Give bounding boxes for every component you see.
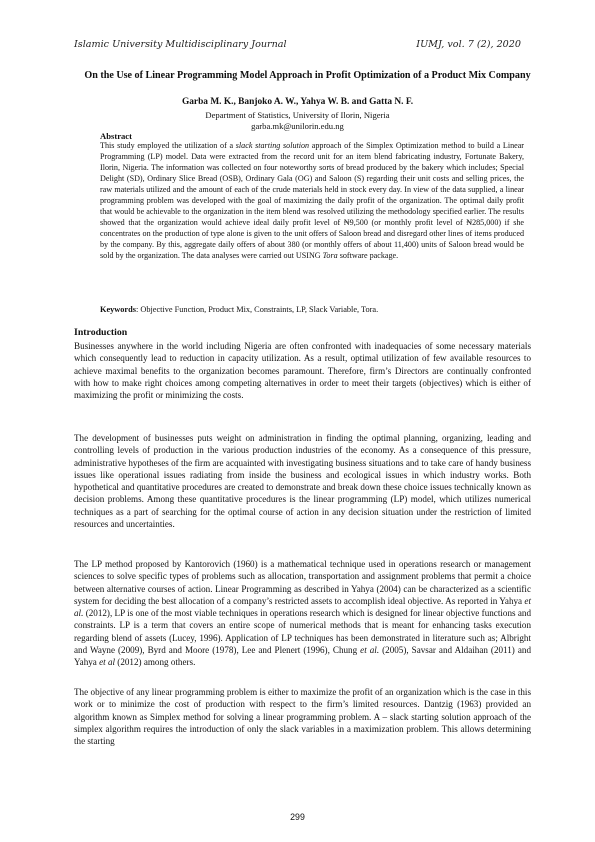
paragraph-3: The LP method proposed by Kantorovich (1960) is a mathematical technique used in operations research or management sciences to solve specific types of problems such as allocation, transportation and assignment problems that permit a choice between alternative courses of action. Linear Programming as described in Yahya (2004) can be characterized as a scientific system for deciding the best allocation of a company’s restricted assets to accomplish ideal objective. As reported in Yahya et al. (2012), LP is one of the most viable techniques in operations research which is designed for linear objective functions and constraints. LP is a term that covers an entire scope of numerical methods that is meant for enhancing tasks execution regarding blend of assets (Lucey, 1996). Application of LP techniques has been demonstrated in literature such as; Albright and Wayne (2009), Byrd and Moore (1978), Lee and Plenert (1996), Chung et al. (2005), Savsar and Aldaihan (2011) and Yahya et al (2012) among others. (74, 559, 531, 668)
paragraph-1: Businesses anywhere in the world including Nigeria are often confronted with inadequacies of some necessary materials which consequently lead to reduction in capacity utilization. As a result, optimal utilization of few available resources to achieve maximal benefits to the organization becomes paramount. Therefore, firm’s Directors are continually confronted with how to make right choices among competing alternatives in order to meet their targets (objectives) which is either of maximizing the profit or minimizing the costs. (74, 341, 531, 401)
running-header (74, 39, 521, 53)
keywords (100, 305, 524, 314)
paper-title: On the Use of Linear Programming Model Approach in Profit Optimization of a Product Mix Company (84, 70, 531, 81)
keywords-label: Keywords (100, 305, 136, 314)
keywords-text: : Objective Function, Product Mix, Constraints, LP, Slack Variable, Tora. (135, 305, 379, 314)
page-number: 299 (290, 812, 305, 822)
affiliation: Department of Statistics, University of Ilorin, Nigeria (205, 110, 390, 120)
introduction-heading: Introduction (74, 327, 128, 338)
paragraph-2: The development of businesses puts weight on administration in finding the optimal planning, organizing, leading and controlling levels of production in the various production industries of the economy. As a consequence of this pressure, administrative hypotheses of the firm are acquainted with investigating business situations and to take care of handy business issues like operational issues radiating from inside the business and ecological issues in which industry works. Both hypothetical and quantitative procedures are created to demonstrate and break down these choice issues technically known as decision problems. Among these quantitative procedures is the linear programming (LP) model, which utilizes numerical techniques as a part of searching for the optimal course of action in any decision situation under the restriction of limited resources and uncertainties. (74, 433, 531, 530)
email: garba.mk@unilorin.edu.ng (251, 121, 344, 131)
abstract-heading: Abstract (100, 131, 132, 141)
abstract-text: This study employed the utilization of a slack starting solution approach of the Simplex Optimization method to build a Linear Programming (LP) model. Data were extracted from the record unit for an item blend fabricating industry, Fortunate Bakery, Ilorin, Nigeria. The information was collected on four noteworthy sorts of bread produced by the bakery which includes; Special Delight (SD), Ordinary Slice Bread (OSB), Ordinary Gala (OG) and Saloon (S) regarding their unit costs and selling prices, the raw materials utilized and the amount of each of the crude materials held in stock every day. In view of the data supplied, a linear programming problem was developed with the goal of maximizing the daily profit of the organization. The optimal daily profit that would be achievable to the organization in the item blend was resolved utilizing the methodology specified earlier. The results showed that the organization would achieve ideal daily profit level of ₦9,500 (or monthly profit level of ₦285,000) if she concentrates on the production of type alone is given to the unit offers of Saloon bread and disregard other lines of items produced by the company. By this, aggregate daily offers of about 380 (or monthly offers of about 11,400) units of Saloon bread would be sold by the organization. The data analyses were carried out USING Tora software package. (100, 141, 524, 260)
journal-name: Islamic University Multidisciplinary Journal (74, 39, 287, 50)
paragraph-4: The objective of any linear programming problem is either to maximize the profit of an organization which is the case in this work or to minimize the cost of production with respect to the firm’s limited resources. Dantzig (1963) provided an algorithm known as Simplex method for solving a linear programming problem. A – slack starting solution approach of the simplex algorithm requires the introduction of only the slack variables in a maximization problem. This allows determining the starting (74, 687, 531, 747)
journal-citation: IUMJ, vol. 7 (2), 2020 (416, 39, 521, 50)
authors: Garba M. K., Banjoko A. W., Yahya W. B. and Gatta N. F. (181, 97, 414, 107)
